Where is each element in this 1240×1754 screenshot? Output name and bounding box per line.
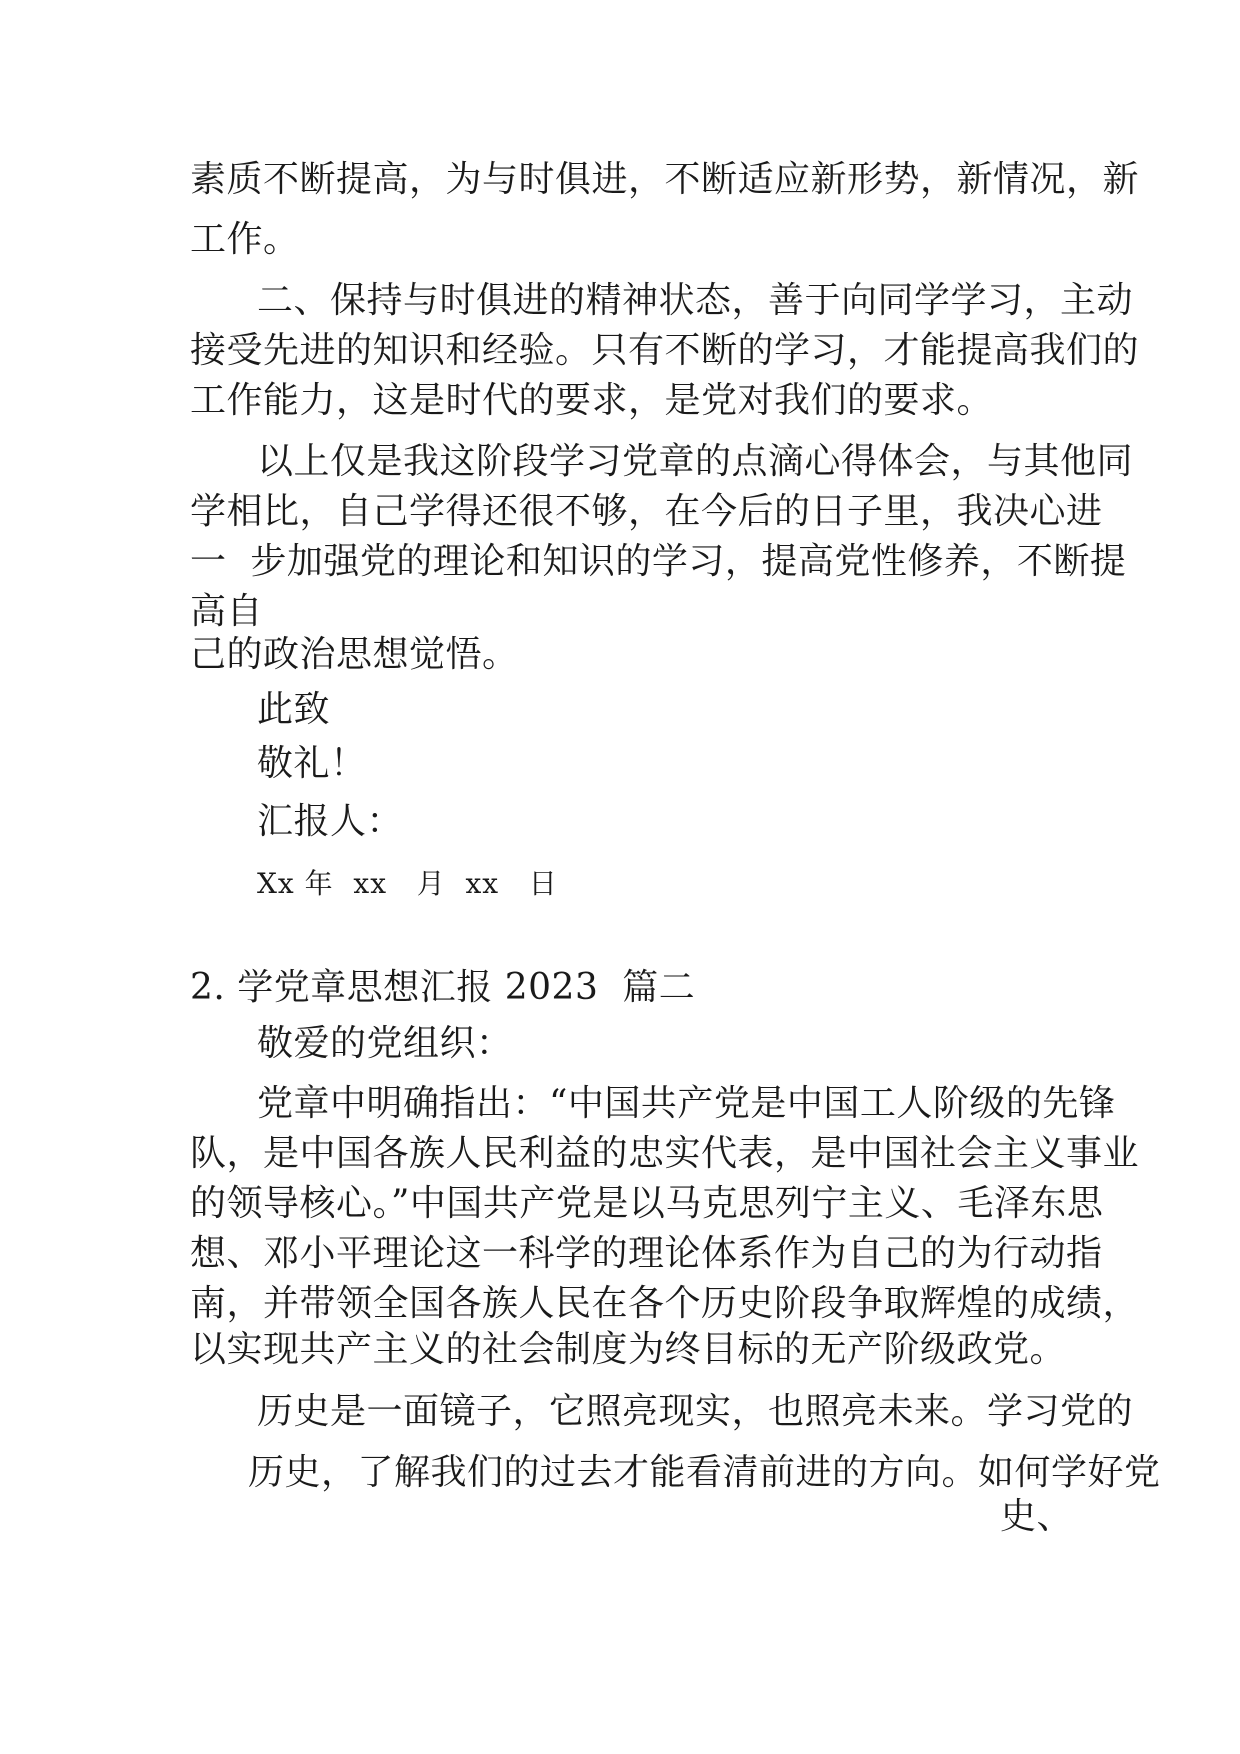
section-heading: 2. 学党章思想汇报 2023 篇二: [190, 967, 696, 1008]
paragraph-line: 二、保持与时俱进的精神状态，善于向同学学习，主动: [257, 280, 1134, 321]
text-line: 工作。: [190, 219, 300, 260]
closing-salute: 敬礼！: [257, 743, 367, 784]
report-date: Xx 年 xx 月 xx 日: [257, 867, 558, 900]
paragraph-line: 想、邓小平理论这一科学的理论体系作为自己的为行动指: [190, 1233, 1103, 1274]
paragraph-line: 学相比，自己学得还很不够，在今后的日子里，我决心进: [190, 491, 1103, 532]
paragraph-line: 高自: [190, 591, 264, 632]
paragraph-line: 接受先进的知识和经验。只有不断的学习，才能提高我们的: [190, 330, 1140, 371]
paragraph-line: 一 步加强党的理论和知识的学习，提高党性修养，不断提: [190, 541, 1127, 582]
paragraph-line: 的领导核心。”中国共产党是以马克思列宁主义、毛泽东思: [190, 1183, 1104, 1224]
paragraph-line: 己的政治思想觉悟。: [190, 634, 519, 675]
paragraph-line: 党章中明确指出：“中国共产党是中国工人阶级的先锋: [257, 1083, 1116, 1124]
paragraph-line: 工作能力，这是时代的要求，是党对我们的要求。: [190, 380, 994, 421]
paragraph-line: 历史是一面镜子，它照亮现实，也照亮未来。学习党的: [257, 1391, 1134, 1432]
paragraph-line: 史、: [1000, 1496, 1074, 1537]
paragraph-line: 南，并带领全国各族人民在各个历史阶段争取辉煌的成绩，: [190, 1283, 1140, 1324]
reporter-label: 汇报人：: [257, 801, 404, 842]
closing-greeting: 此致: [257, 689, 331, 730]
salutation: 敬爱的党组织：: [257, 1023, 513, 1064]
paragraph-line: 以上仅是我这阶段学习党章的点滴心得体会，与其他同: [257, 441, 1134, 482]
paragraph-line: 队，是中国各族人民利益的忠实代表，是中国社会主义事业: [190, 1133, 1140, 1174]
paragraph-line: 历史，了解我们的过去才能看清前进的方向。如何学好党: [248, 1452, 1161, 1493]
text-line: 素质不断提高，为与时俱进，不断适应新形势，新情况，新: [190, 159, 1140, 200]
paragraph-line: 以实现共产主义的社会制度为终目标的无产阶级政党。: [190, 1329, 1067, 1370]
